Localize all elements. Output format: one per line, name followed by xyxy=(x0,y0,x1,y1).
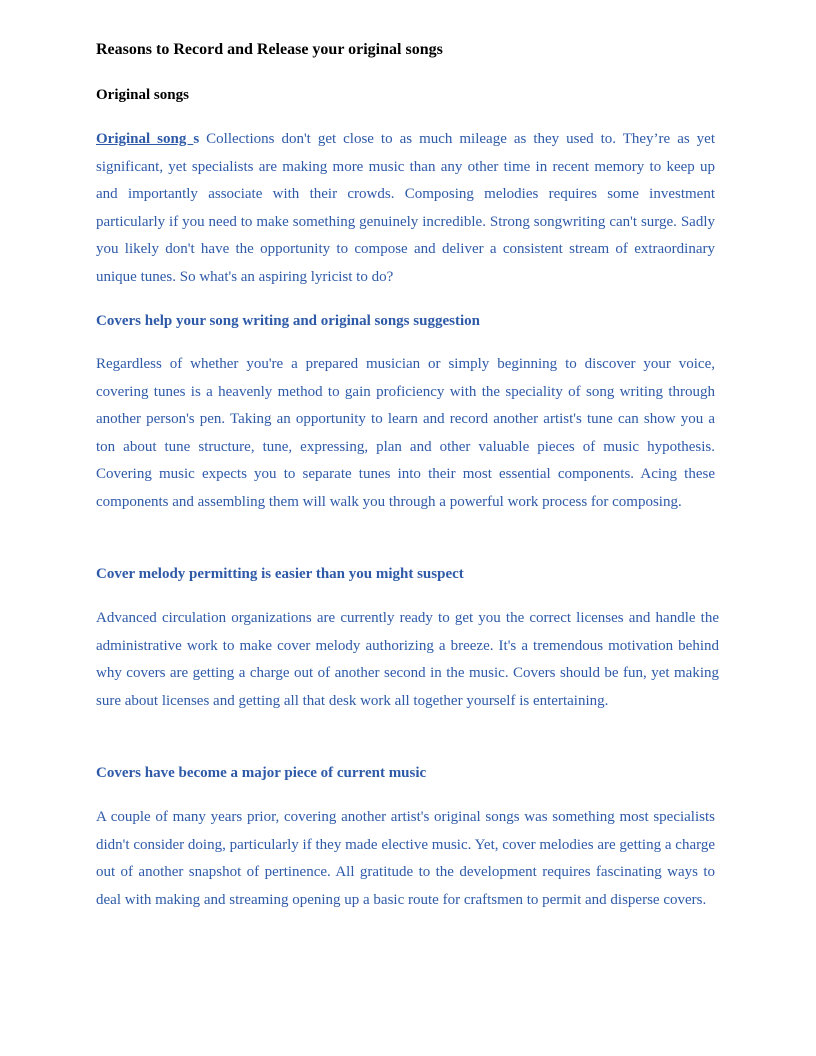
document-title: Reasons to Record and Release your original songs xyxy=(96,41,443,58)
section-body-covers-help: Regardless of whether you're a prepared musician or simply beginning to discover your voice, covering tunes is a heavenly method to gain proficiency with the speciality of song writing through another person's pen. Taking an opportunity to learn and record another artist's tune can show you a ton about tune structure, tune, expressing, plan and other valuable pieces of music hypothesis. Covering music expects you to separate tunes into their most essential components. Acing these components and assembling them will walk you through a powerful work process for composing. xyxy=(96,356,715,510)
original-songs-link[interactable]: Original song xyxy=(96,131,194,147)
section-body-major-piece: A couple of many years prior, covering another artist's original songs was something most specialists didn't consider doing, particularly if they made elective music. Yet, cover melodies are getting a charge out of another snapshot of pertinence. All gratitude to the development requires fascinating ways to deal with making and streaming opening up a basic route for craftsmen to permit and disperse covers. xyxy=(96,809,715,908)
section-body-cover-permitting: Advanced circulation organizations are currently ready to get you the correct licenses and handle the administrative work to make cover melody authorizing a breeze. It's a tremendous motivation behind why covers are getting a charge out of another second in the music. Covers should be fun, yet making sure about licenses and getting all that desk work all together yourself is entertaining. xyxy=(96,610,719,709)
intro-paragraph xyxy=(96,126,715,291)
section-heading-cover-permitting: Cover melody permitting is easier than you might suspect xyxy=(96,566,464,582)
section-heading-major-piece: Covers have become a major piece of current music xyxy=(96,765,427,781)
link-suffix: s xyxy=(193,131,200,147)
document-subtitle: Original songs xyxy=(96,87,189,103)
section-heading-covers-help: Covers help your song writing and original songs suggestion xyxy=(96,313,480,329)
intro-text: Collections don't get close to as much mileage as they used to. They’re as yet significant, yet specialists are making more music than any other time in recent memory to keep up and importantly associate with their crowds. Composing melodies requires some investment particularly if you need to make something genuinely incredible. Strong songwriting can't surge. Sadly you likely don't have the opportunity to compose and deliver a consistent stream of extraordinary unique tunes. So what's an aspiring lyricist to do? xyxy=(96,131,715,285)
